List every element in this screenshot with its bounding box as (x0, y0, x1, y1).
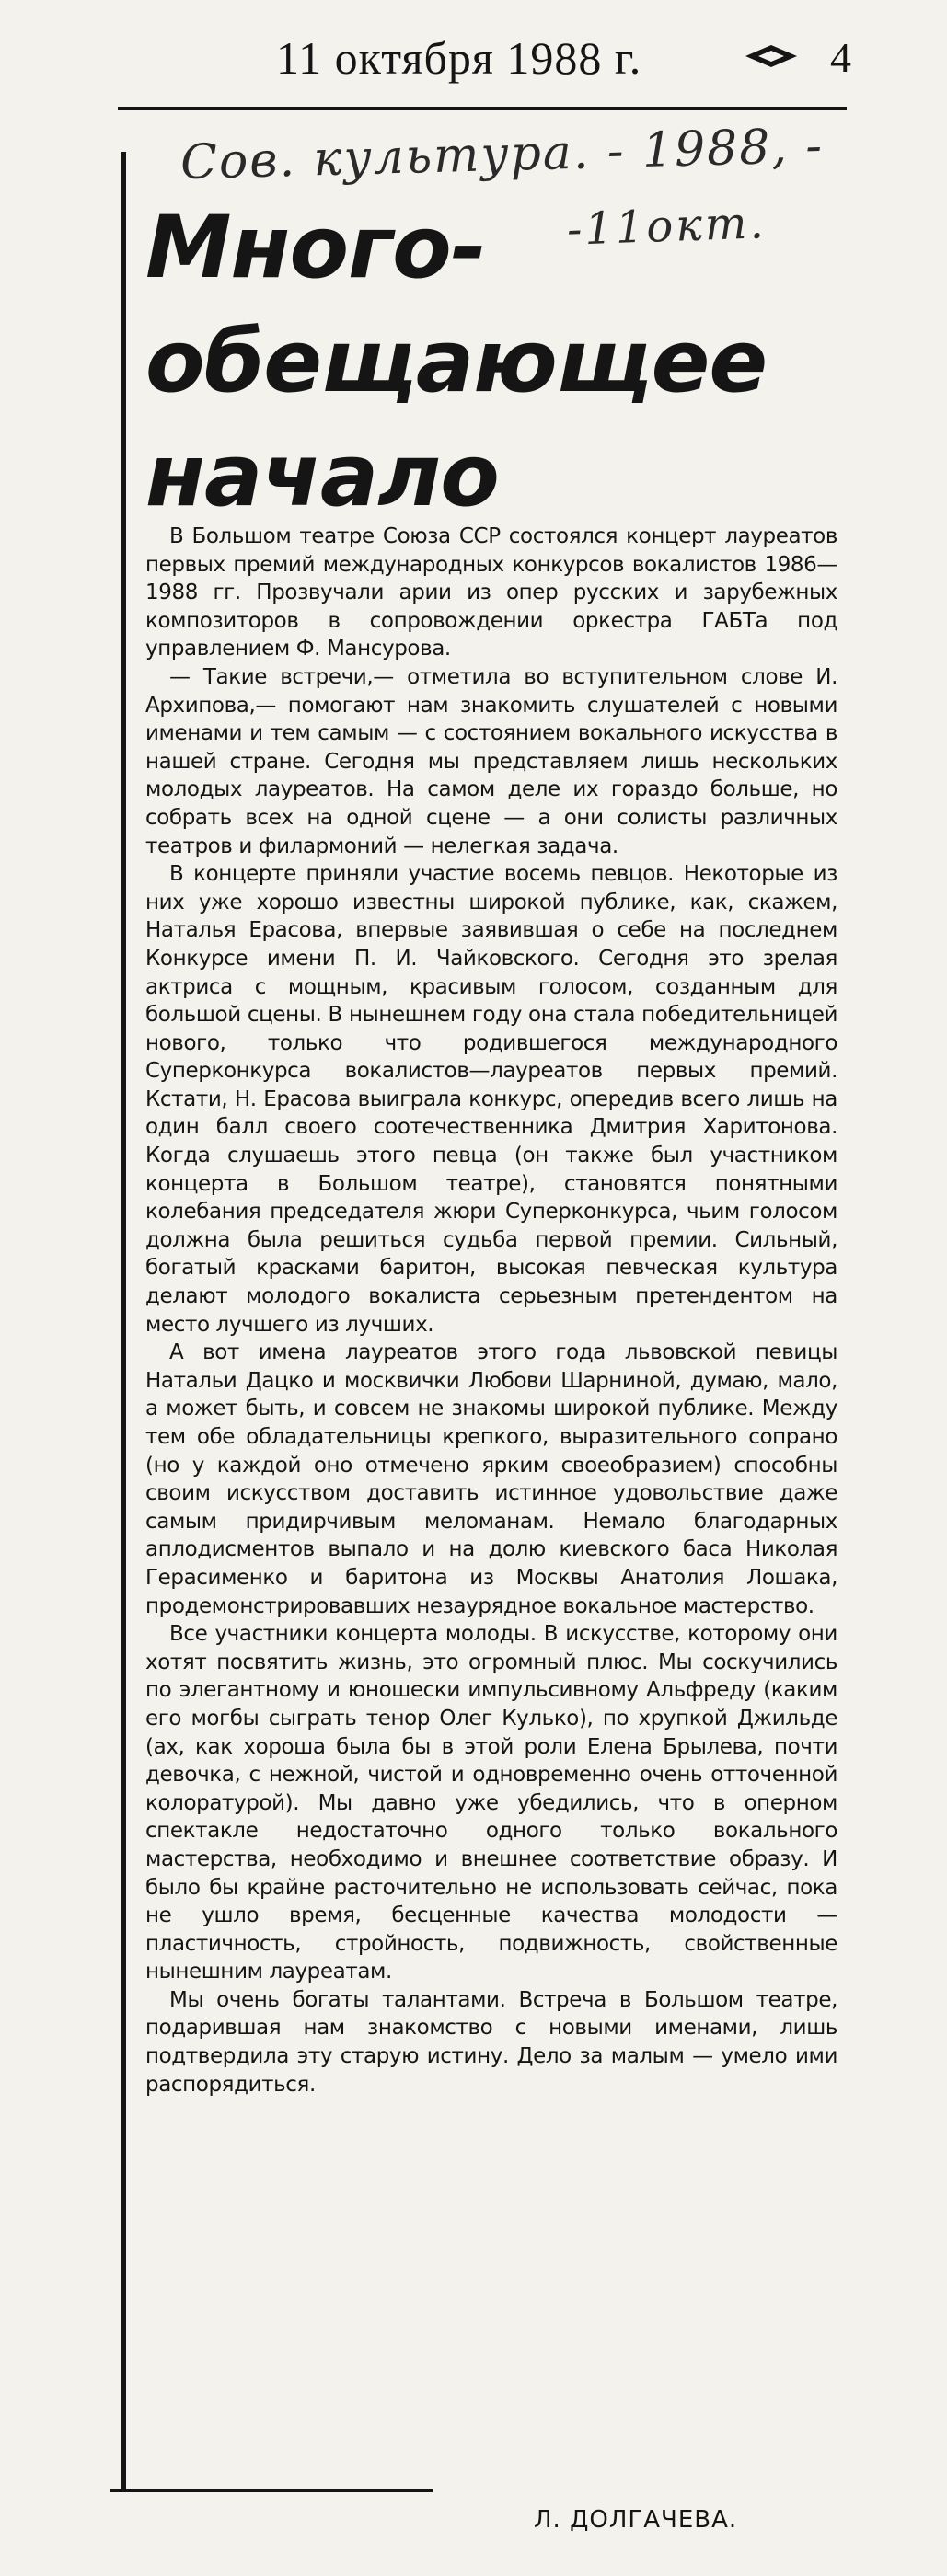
bottom-rule (110, 2489, 433, 2492)
page-number: 4 (830, 34, 851, 81)
top-rule (118, 107, 847, 110)
article-paragraph: А вот имена лауреатов этого года львовской певицы Натальи Дацко и москвички Любови Шарниной, думаю, мало, а может быть, и совсем не знакомы широкой публике. Между тем обе обладательницы крепкого, выразительного сопрано (но у каждой оно отмечено ярким своеобразием) способны своим искусством доставить истинное удовольствие даже самым придирчивым меломанам. Немало благодарных аплодисментов выпало и на долю киевского баса Николая Герасименко и баритона из Москвы Анатолия Лошака, продемонстрировавших незаурядное вокальное мастерство. (145, 1340, 837, 1618)
headline-line: начало (145, 426, 499, 526)
handwritten-line-2: -11окт. (566, 197, 768, 256)
issue-date: 11 октября 1988 г. (276, 32, 642, 84)
article-paragraph: Все участники концерта молоды. В искусстве, которому они хотят посвятить жизнь, это огромный плюс. Мы соскучились по элегантному и юношески импульсивному Альфреду (каким его могбы сыграть тенор Олег Кулько), по хрупкой Джильде (ах, как хороша была бы в этой роли Елена Брылева, почти девочка, с нежной, чистой и одновременно очень отточенной колоратурой). Мы давно уже убедились, что в оперном спектакле недостаточно одного только вокального мастерства, необходимо и внешнее соответствие образу. И было бы крайне расточительно не использовать сейчас, пока не ушло время, бесценные качества молодости — пластичность, стройность, подвижность, свойственные нынешним лауреатам. (145, 1622, 837, 1984)
article-body (145, 523, 837, 2099)
column-rule (121, 152, 126, 2489)
article-paragraph: — Такие встречи,— отметила во вступительном слове И. Архипова,— помогают нам знакомить слушателей с новыми именами и тем самым — с состоянием вокального искусства в нашей стране. Сегодня мы представляем лишь нескольких молодых лауреатов. На самом деле их гораздо больше, но собрать всех на одной сцене — а они солисты различных театров и филармоний — нелегкая задача. (145, 664, 837, 858)
article-paragraph: В Большом театре Союза ССР состоялся концерт лауреатов первых премий международных конкурсов вокалистов 1986—1988 гг. Прозвучали арии из опер русских и зарубежных композиторов в сопровождении оркестра ГАБТа под управлением Ф. Мансурова. (145, 524, 837, 661)
article-headline (145, 191, 882, 534)
headline-line: обещающее (145, 312, 768, 412)
handwritten-line-1: Сов. культура. - 1988, - (179, 118, 825, 191)
author-signature: Л. ДОЛГАЧЕВА. (534, 2506, 738, 2534)
diamond-ornament-icon (744, 44, 799, 68)
article-paragraph: В концерте приняли участие восемь певцов. Некоторые из них уже хорошо известны широкой публике, как, скажем, Наталья Ерасова, впервые заявившая о себе на последнем Конкурсе имени П. И. Чайковского. Сегодня это зрелая актриса с мощным, красивым голосом, созданным для большой сцены. В нынешнем году она стала победительницей нового, только что родившегося международного Суперконкурса вокалистов—лауреатов первых премий. Кстати, Н. Ерасова выиграла конкурс, опередив всего лишь на один балл своего соотечественника Дмитрия Харитонова. Когда слушаешь этого певца (он также был участником концерта в Большом театре), становятся понятными колебания председателя жюри Суперконкурса, чьим голосом должна была решиться судьба первой премии. Сильный, богатый красками баритон, высокая певческая культура делают молодого вокалиста серьезным претендентом на место лучшего из лучших. (145, 862, 837, 1337)
headline-line: Много- (145, 198, 486, 298)
article-paragraph: Мы очень богаты талантами. Встреча в Большом театре, подарившая нам знакомство с новыми именами, лишь подтвердила эту старую истину. Дело за малым — умело ими распорядиться. (145, 1987, 837, 2097)
